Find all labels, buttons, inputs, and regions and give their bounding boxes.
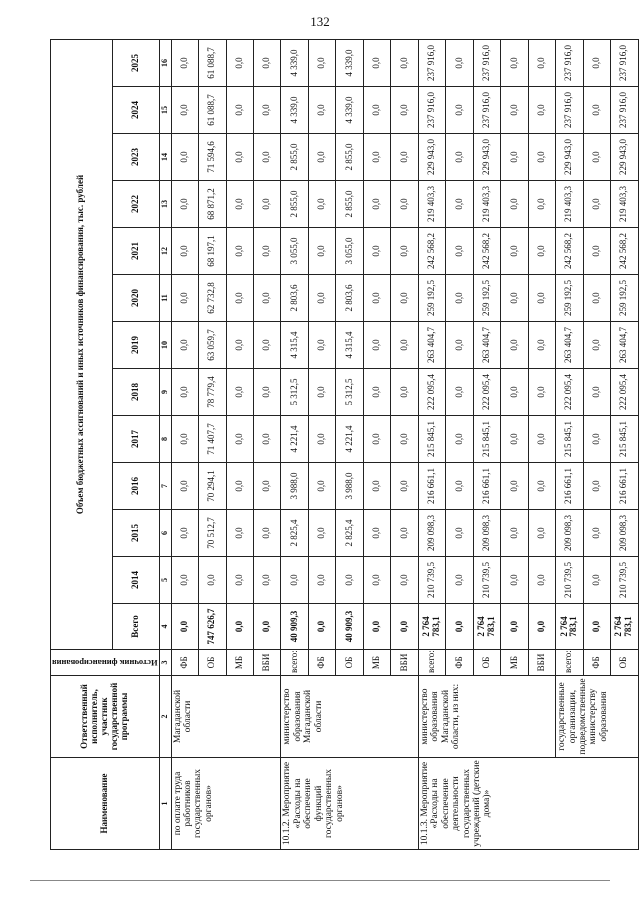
row-source: ОБ bbox=[473, 650, 500, 676]
row-year-value: 0,0 bbox=[501, 322, 528, 369]
row-year-value: 0,0 bbox=[199, 557, 226, 604]
row-year-value: 70 512,7 bbox=[199, 510, 226, 557]
row-year-value: 0,0 bbox=[226, 322, 253, 369]
row-year-value: 0,0 bbox=[254, 416, 281, 463]
row-year-value: 2 855,0 bbox=[281, 181, 308, 228]
row-year-value: 68 871,2 bbox=[199, 181, 226, 228]
row-year-value: 237 916,0 bbox=[418, 40, 445, 87]
column-number: 1 bbox=[159, 758, 171, 850]
column-number: 13 bbox=[159, 181, 171, 228]
row-year-value: 0,0 bbox=[391, 416, 418, 463]
row-year-value: 242 568,2 bbox=[418, 228, 445, 275]
row-year-value: 71 407,7 bbox=[199, 416, 226, 463]
row-year-value: 210 739,5 bbox=[556, 557, 583, 604]
row-year-value: 0,0 bbox=[226, 416, 253, 463]
row-year-value: 222 095,4 bbox=[418, 369, 445, 416]
row-year-value: 0,0 bbox=[583, 322, 610, 369]
row-year-value: 0,0 bbox=[308, 322, 335, 369]
row-year-value: 0,0 bbox=[171, 275, 198, 322]
row-year-value: 0,0 bbox=[528, 510, 555, 557]
row-year-value: 0,0 bbox=[254, 181, 281, 228]
header-total: Всего bbox=[112, 604, 159, 650]
column-number: 5 bbox=[159, 557, 171, 604]
column-number: 8 bbox=[159, 416, 171, 463]
row-year-value: 222 095,4 bbox=[473, 369, 500, 416]
row-year-value: 0,0 bbox=[254, 510, 281, 557]
row-year-value: 0,0 bbox=[363, 557, 390, 604]
column-number: 16 bbox=[159, 40, 171, 87]
row-year-value: 0,0 bbox=[446, 463, 473, 510]
row-year-value: 237 916,0 bbox=[611, 40, 639, 87]
row-year-value: 2 855,0 bbox=[336, 134, 363, 181]
row-total: 0,0 bbox=[446, 604, 473, 650]
row-year-value: 0,0 bbox=[391, 463, 418, 510]
row-year-value: 0,0 bbox=[528, 369, 555, 416]
row-year-value: 229 943,0 bbox=[611, 134, 639, 181]
row-year-value: 0,0 bbox=[391, 369, 418, 416]
row-year-value: 63 059,7 bbox=[199, 322, 226, 369]
column-number: 2 bbox=[159, 676, 171, 758]
financing-table bbox=[50, 39, 639, 850]
row-year-value: 0,0 bbox=[501, 87, 528, 134]
row-year-value: 0,0 bbox=[226, 87, 253, 134]
row-total: 0,0 bbox=[501, 604, 528, 650]
row-year-value: 0,0 bbox=[254, 463, 281, 510]
row-year-value: 0,0 bbox=[583, 228, 610, 275]
row-year-value: 209 098,3 bbox=[418, 510, 445, 557]
row-year-value: 61 088,7 bbox=[199, 40, 226, 87]
row-year-value: 263 404,7 bbox=[556, 322, 583, 369]
row-total: 2 764 783,1 bbox=[556, 604, 583, 650]
header-year: 2025 bbox=[112, 40, 159, 87]
row-year-value: 0,0 bbox=[501, 275, 528, 322]
column-number: 9 bbox=[159, 369, 171, 416]
row-executor: Магаданской области bbox=[171, 676, 281, 758]
row-year-value: 4 315,4 bbox=[336, 322, 363, 369]
rotated-table-wrapper bbox=[50, 40, 634, 850]
row-year-value: 0,0 bbox=[171, 87, 198, 134]
row-year-value: 0,0 bbox=[363, 87, 390, 134]
row-year-value: 0,0 bbox=[308, 510, 335, 557]
row-year-value: 3 055,0 bbox=[336, 228, 363, 275]
table-row bbox=[418, 40, 445, 850]
row-year-value: 0,0 bbox=[446, 322, 473, 369]
row-year-value: 0,0 bbox=[308, 228, 335, 275]
row-year-value: 263 404,7 bbox=[611, 322, 639, 369]
row-year-value: 0,0 bbox=[446, 416, 473, 463]
row-year-value: 0,0 bbox=[528, 134, 555, 181]
row-year-value: 0,0 bbox=[528, 416, 555, 463]
row-year-value: 219 403,3 bbox=[611, 181, 639, 228]
row-year-value: 0,0 bbox=[583, 134, 610, 181]
row-year-value: 0,0 bbox=[308, 557, 335, 604]
header-year: 2016 bbox=[112, 463, 159, 510]
table-row bbox=[171, 40, 198, 850]
header-year: 2023 bbox=[112, 134, 159, 181]
row-year-value: 237 916,0 bbox=[611, 87, 639, 134]
header-year: 2019 bbox=[112, 322, 159, 369]
row-year-value: 242 568,2 bbox=[611, 228, 639, 275]
row-year-value: 2 855,0 bbox=[281, 134, 308, 181]
row-year-value: 237 916,0 bbox=[418, 87, 445, 134]
row-year-value: 4 339,0 bbox=[281, 40, 308, 87]
row-executor: государственные организации, подведомственные министерству образования bbox=[556, 676, 638, 758]
header-year: 2014 bbox=[112, 557, 159, 604]
row-year-value: 0,0 bbox=[391, 322, 418, 369]
row-year-value: 0,0 bbox=[254, 369, 281, 416]
row-year-value: 0,0 bbox=[391, 134, 418, 181]
row-year-value: 237 916,0 bbox=[556, 40, 583, 87]
row-year-value: 0,0 bbox=[308, 40, 335, 87]
row-year-value: 259 192,5 bbox=[611, 275, 639, 322]
row-year-value: 0,0 bbox=[363, 134, 390, 181]
row-year-value: 229 943,0 bbox=[556, 134, 583, 181]
header-year: 2022 bbox=[112, 181, 159, 228]
row-total: 2 764 783,1 bbox=[611, 604, 639, 650]
row-source: всего: bbox=[281, 650, 308, 676]
row-year-value: 222 095,4 bbox=[556, 369, 583, 416]
row-year-value: 0,0 bbox=[254, 275, 281, 322]
row-total: 0,0 bbox=[226, 604, 253, 650]
column-number: 6 bbox=[159, 510, 171, 557]
row-year-value: 0,0 bbox=[446, 510, 473, 557]
row-year-value: 0,0 bbox=[528, 40, 555, 87]
row-year-value: 0,0 bbox=[391, 87, 418, 134]
column-number: 12 bbox=[159, 228, 171, 275]
row-year-value: 0,0 bbox=[583, 510, 610, 557]
column-number: 7 bbox=[159, 463, 171, 510]
row-year-value: 0,0 bbox=[254, 87, 281, 134]
row-year-value: 0,0 bbox=[528, 275, 555, 322]
row-year-value: 0,0 bbox=[583, 416, 610, 463]
row-year-value: 209 098,3 bbox=[611, 510, 639, 557]
row-year-value: 3 055,0 bbox=[281, 228, 308, 275]
header-volume: Объем бюджетных ассигнований и иных источников финансирования, тыс. рублей bbox=[51, 40, 113, 650]
row-year-value: 0,0 bbox=[501, 557, 528, 604]
row-year-value: 209 098,3 bbox=[556, 510, 583, 557]
row-year-value: 0,0 bbox=[363, 463, 390, 510]
row-year-value: 0,0 bbox=[171, 228, 198, 275]
row-year-value: 216 661,1 bbox=[418, 463, 445, 510]
row-name: 10.1.3. Мероприятие «Расходы на обеспечение деятельности государственных учреждений (детские дома)» bbox=[418, 758, 638, 850]
row-year-value: 0,0 bbox=[308, 134, 335, 181]
row-year-value: 263 404,7 bbox=[418, 322, 445, 369]
row-year-value: 263 404,7 bbox=[473, 322, 500, 369]
page-number: 132 bbox=[310, 14, 330, 29]
row-source: МБ bbox=[501, 650, 528, 676]
row-year-value: 0,0 bbox=[171, 322, 198, 369]
row-year-value: 0,0 bbox=[363, 181, 390, 228]
row-year-value: 0,0 bbox=[446, 181, 473, 228]
row-year-value: 0,0 bbox=[446, 369, 473, 416]
row-executor: министерство образования Магаданской области, из них: bbox=[418, 676, 555, 758]
row-year-value: 0,0 bbox=[391, 510, 418, 557]
row-year-value: 0,0 bbox=[226, 134, 253, 181]
row-total: 2 764 783,1 bbox=[418, 604, 445, 650]
row-year-value: 237 916,0 bbox=[473, 40, 500, 87]
row-name: 10.1.2. Мероприятие «Расходы на обеспечение функций государственных органов» bbox=[281, 758, 418, 850]
row-total: 0,0 bbox=[308, 604, 335, 650]
row-source: МБ bbox=[363, 650, 390, 676]
row-year-value: 0,0 bbox=[171, 416, 198, 463]
row-source: ФБ bbox=[171, 650, 198, 676]
row-year-value: 0,0 bbox=[363, 510, 390, 557]
row-year-value: 0,0 bbox=[528, 181, 555, 228]
row-source: ВБИ bbox=[528, 650, 555, 676]
row-year-value: 0,0 bbox=[308, 463, 335, 510]
row-year-value: 0,0 bbox=[254, 228, 281, 275]
row-year-value: 0,0 bbox=[226, 275, 253, 322]
row-year-value: 0,0 bbox=[254, 134, 281, 181]
row-source: ФБ bbox=[583, 650, 610, 676]
row-year-value: 210 739,5 bbox=[611, 557, 639, 604]
row-total: 40 909,3 bbox=[336, 604, 363, 650]
row-year-value: 215 845,1 bbox=[556, 416, 583, 463]
row-year-value: 4 221,4 bbox=[281, 416, 308, 463]
row-year-value: 4 221,4 bbox=[336, 416, 363, 463]
row-year-value: 0,0 bbox=[501, 463, 528, 510]
row-total: 2 764 783,1 bbox=[473, 604, 500, 650]
row-year-value: 0,0 bbox=[446, 134, 473, 181]
column-number: 4 bbox=[159, 604, 171, 650]
row-year-value: 0,0 bbox=[308, 416, 335, 463]
row-year-value: 0,0 bbox=[501, 228, 528, 275]
header-year: 2024 bbox=[112, 87, 159, 134]
row-year-value: 229 943,0 bbox=[473, 134, 500, 181]
row-year-value: 0,0 bbox=[171, 557, 198, 604]
column-number: 15 bbox=[159, 87, 171, 134]
row-year-value: 0,0 bbox=[363, 416, 390, 463]
row-year-value: 0,0 bbox=[308, 181, 335, 228]
header-year: 2021 bbox=[112, 228, 159, 275]
row-total: 747 626,7 bbox=[199, 604, 226, 650]
row-source: ФБ bbox=[308, 650, 335, 676]
row-year-value: 0,0 bbox=[226, 463, 253, 510]
row-year-value: 0,0 bbox=[391, 557, 418, 604]
header-executor: Ответственный исполнитель, участник государственной программы bbox=[51, 676, 160, 758]
row-year-value: 0,0 bbox=[391, 181, 418, 228]
row-year-value: 0,0 bbox=[226, 40, 253, 87]
row-year-value: 71 594,6 bbox=[199, 134, 226, 181]
row-year-value: 0,0 bbox=[363, 228, 390, 275]
row-source: ОБ bbox=[611, 650, 639, 676]
row-year-value: 5 312,5 bbox=[281, 369, 308, 416]
row-year-value: 0,0 bbox=[254, 557, 281, 604]
row-year-value: 0,0 bbox=[171, 369, 198, 416]
row-year-value: 0,0 bbox=[171, 181, 198, 228]
row-year-value: 259 192,5 bbox=[418, 275, 445, 322]
row-year-value: 0,0 bbox=[391, 228, 418, 275]
row-year-value: 0,0 bbox=[254, 40, 281, 87]
row-total: 0,0 bbox=[583, 604, 610, 650]
bottom-rule bbox=[30, 880, 610, 881]
row-year-value: 0,0 bbox=[363, 369, 390, 416]
row-year-value: 0,0 bbox=[308, 369, 335, 416]
row-year-value: 0,0 bbox=[226, 228, 253, 275]
header-year: 2018 bbox=[112, 369, 159, 416]
row-year-value: 216 661,1 bbox=[611, 463, 639, 510]
row-year-value: 78 779,4 bbox=[199, 369, 226, 416]
row-year-value: 4 339,0 bbox=[336, 87, 363, 134]
row-year-value: 219 403,3 bbox=[418, 181, 445, 228]
row-year-value: 70 294,1 bbox=[199, 463, 226, 510]
row-year-value: 0,0 bbox=[583, 369, 610, 416]
row-name: по оплате труда работников государственных органов» bbox=[171, 758, 281, 850]
row-year-value: 0,0 bbox=[226, 181, 253, 228]
row-total: 0,0 bbox=[363, 604, 390, 650]
row-total: 0,0 bbox=[528, 604, 555, 650]
row-total: 0,0 bbox=[254, 604, 281, 650]
table-row bbox=[281, 40, 308, 850]
row-year-value: 0,0 bbox=[171, 510, 198, 557]
row-year-value: 0,0 bbox=[583, 275, 610, 322]
row-year-value: 210 739,5 bbox=[418, 557, 445, 604]
header-year: 2015 bbox=[112, 510, 159, 557]
row-year-value: 229 943,0 bbox=[418, 134, 445, 181]
row-year-value: 0,0 bbox=[501, 134, 528, 181]
row-executor: министерство образования Магаданской области bbox=[281, 676, 418, 758]
row-year-value: 0,0 bbox=[171, 463, 198, 510]
row-year-value: 0,0 bbox=[446, 228, 473, 275]
row-year-value: 2 803,6 bbox=[281, 275, 308, 322]
row-year-value: 3 988,0 bbox=[281, 463, 308, 510]
row-year-value: 0,0 bbox=[501, 40, 528, 87]
row-year-value: 3 988,0 bbox=[336, 463, 363, 510]
row-year-value: 0,0 bbox=[254, 322, 281, 369]
column-number: 11 bbox=[159, 275, 171, 322]
row-year-value: 215 845,1 bbox=[418, 416, 445, 463]
row-source: ВБИ bbox=[254, 650, 281, 676]
row-year-value: 0,0 bbox=[446, 557, 473, 604]
row-year-value: 0,0 bbox=[501, 510, 528, 557]
row-year-value: 0,0 bbox=[171, 40, 198, 87]
row-year-value: 0,0 bbox=[391, 40, 418, 87]
row-year-value: 0,0 bbox=[528, 557, 555, 604]
header-source: Источник финансирования bbox=[51, 650, 160, 676]
row-year-value: 219 403,3 bbox=[473, 181, 500, 228]
row-year-value: 0,0 bbox=[363, 275, 390, 322]
row-year-value: 209 098,3 bbox=[473, 510, 500, 557]
row-year-value: 242 568,2 bbox=[556, 228, 583, 275]
row-total: 0,0 bbox=[171, 604, 198, 650]
row-year-value: 62 732,8 bbox=[199, 275, 226, 322]
row-source: ОБ bbox=[336, 650, 363, 676]
row-year-value: 242 568,2 bbox=[473, 228, 500, 275]
row-year-value: 0,0 bbox=[446, 87, 473, 134]
row-total: 0,0 bbox=[391, 604, 418, 650]
row-year-value: 0,0 bbox=[226, 510, 253, 557]
row-year-value: 4 339,0 bbox=[281, 87, 308, 134]
row-year-value: 0,0 bbox=[226, 557, 253, 604]
row-source: всего: bbox=[556, 650, 583, 676]
row-year-value: 215 845,1 bbox=[473, 416, 500, 463]
row-year-value: 0,0 bbox=[391, 275, 418, 322]
row-year-value: 237 916,0 bbox=[556, 87, 583, 134]
row-year-value: 237 916,0 bbox=[473, 87, 500, 134]
row-source: ВБИ bbox=[391, 650, 418, 676]
row-year-value: 0,0 bbox=[446, 40, 473, 87]
row-year-value: 0,0 bbox=[308, 87, 335, 134]
row-year-value: 259 192,5 bbox=[473, 275, 500, 322]
row-year-value: 216 661,1 bbox=[556, 463, 583, 510]
row-year-value: 2 803,6 bbox=[336, 275, 363, 322]
row-year-value: 0,0 bbox=[363, 322, 390, 369]
row-year-value: 5 312,5 bbox=[336, 369, 363, 416]
row-year-value: 0,0 bbox=[583, 557, 610, 604]
table-row bbox=[556, 40, 583, 850]
row-year-value: 0,0 bbox=[501, 181, 528, 228]
row-year-value: 0,0 bbox=[583, 463, 610, 510]
row-year-value: 0,0 bbox=[528, 322, 555, 369]
row-year-value: 0,0 bbox=[583, 40, 610, 87]
header-name: Наименование bbox=[51, 758, 160, 850]
row-year-value: 0,0 bbox=[583, 87, 610, 134]
row-year-value: 0,0 bbox=[281, 557, 308, 604]
row-year-value: 0,0 bbox=[501, 369, 528, 416]
column-number: 3 bbox=[159, 650, 171, 676]
header-year: 2017 bbox=[112, 416, 159, 463]
row-year-value: 4 339,0 bbox=[336, 40, 363, 87]
row-total: 40 909,3 bbox=[281, 604, 308, 650]
row-year-value: 0,0 bbox=[528, 463, 555, 510]
row-year-value: 2 855,0 bbox=[336, 181, 363, 228]
row-year-value: 216 661,1 bbox=[473, 463, 500, 510]
row-source: МБ bbox=[226, 650, 253, 676]
row-year-value: 0,0 bbox=[446, 275, 473, 322]
row-year-value: 0,0 bbox=[226, 369, 253, 416]
row-year-value: 2 825,4 bbox=[336, 510, 363, 557]
row-year-value: 68 197,1 bbox=[199, 228, 226, 275]
row-year-value: 219 403,3 bbox=[556, 181, 583, 228]
column-number: 10 bbox=[159, 322, 171, 369]
row-year-value: 0,0 bbox=[308, 275, 335, 322]
row-source: ОБ bbox=[199, 650, 226, 676]
row-year-value: 0,0 bbox=[336, 557, 363, 604]
row-year-value: 210 739,5 bbox=[473, 557, 500, 604]
row-year-value: 0,0 bbox=[363, 40, 390, 87]
row-year-value: 0,0 bbox=[528, 87, 555, 134]
row-year-value: 0,0 bbox=[583, 181, 610, 228]
row-source: всего: bbox=[418, 650, 445, 676]
row-year-value: 4 315,4 bbox=[281, 322, 308, 369]
row-year-value: 61 088,7 bbox=[199, 87, 226, 134]
row-year-value: 0,0 bbox=[171, 134, 198, 181]
row-year-value: 259 192,5 bbox=[556, 275, 583, 322]
row-year-value: 2 825,4 bbox=[281, 510, 308, 557]
row-year-value: 215 845,1 bbox=[611, 416, 639, 463]
row-source: ФБ bbox=[446, 650, 473, 676]
header-year: 2020 bbox=[112, 275, 159, 322]
row-year-value: 0,0 bbox=[528, 228, 555, 275]
row-year-value: 0,0 bbox=[501, 416, 528, 463]
row-year-value: 222 095,4 bbox=[611, 369, 639, 416]
column-number: 14 bbox=[159, 134, 171, 181]
